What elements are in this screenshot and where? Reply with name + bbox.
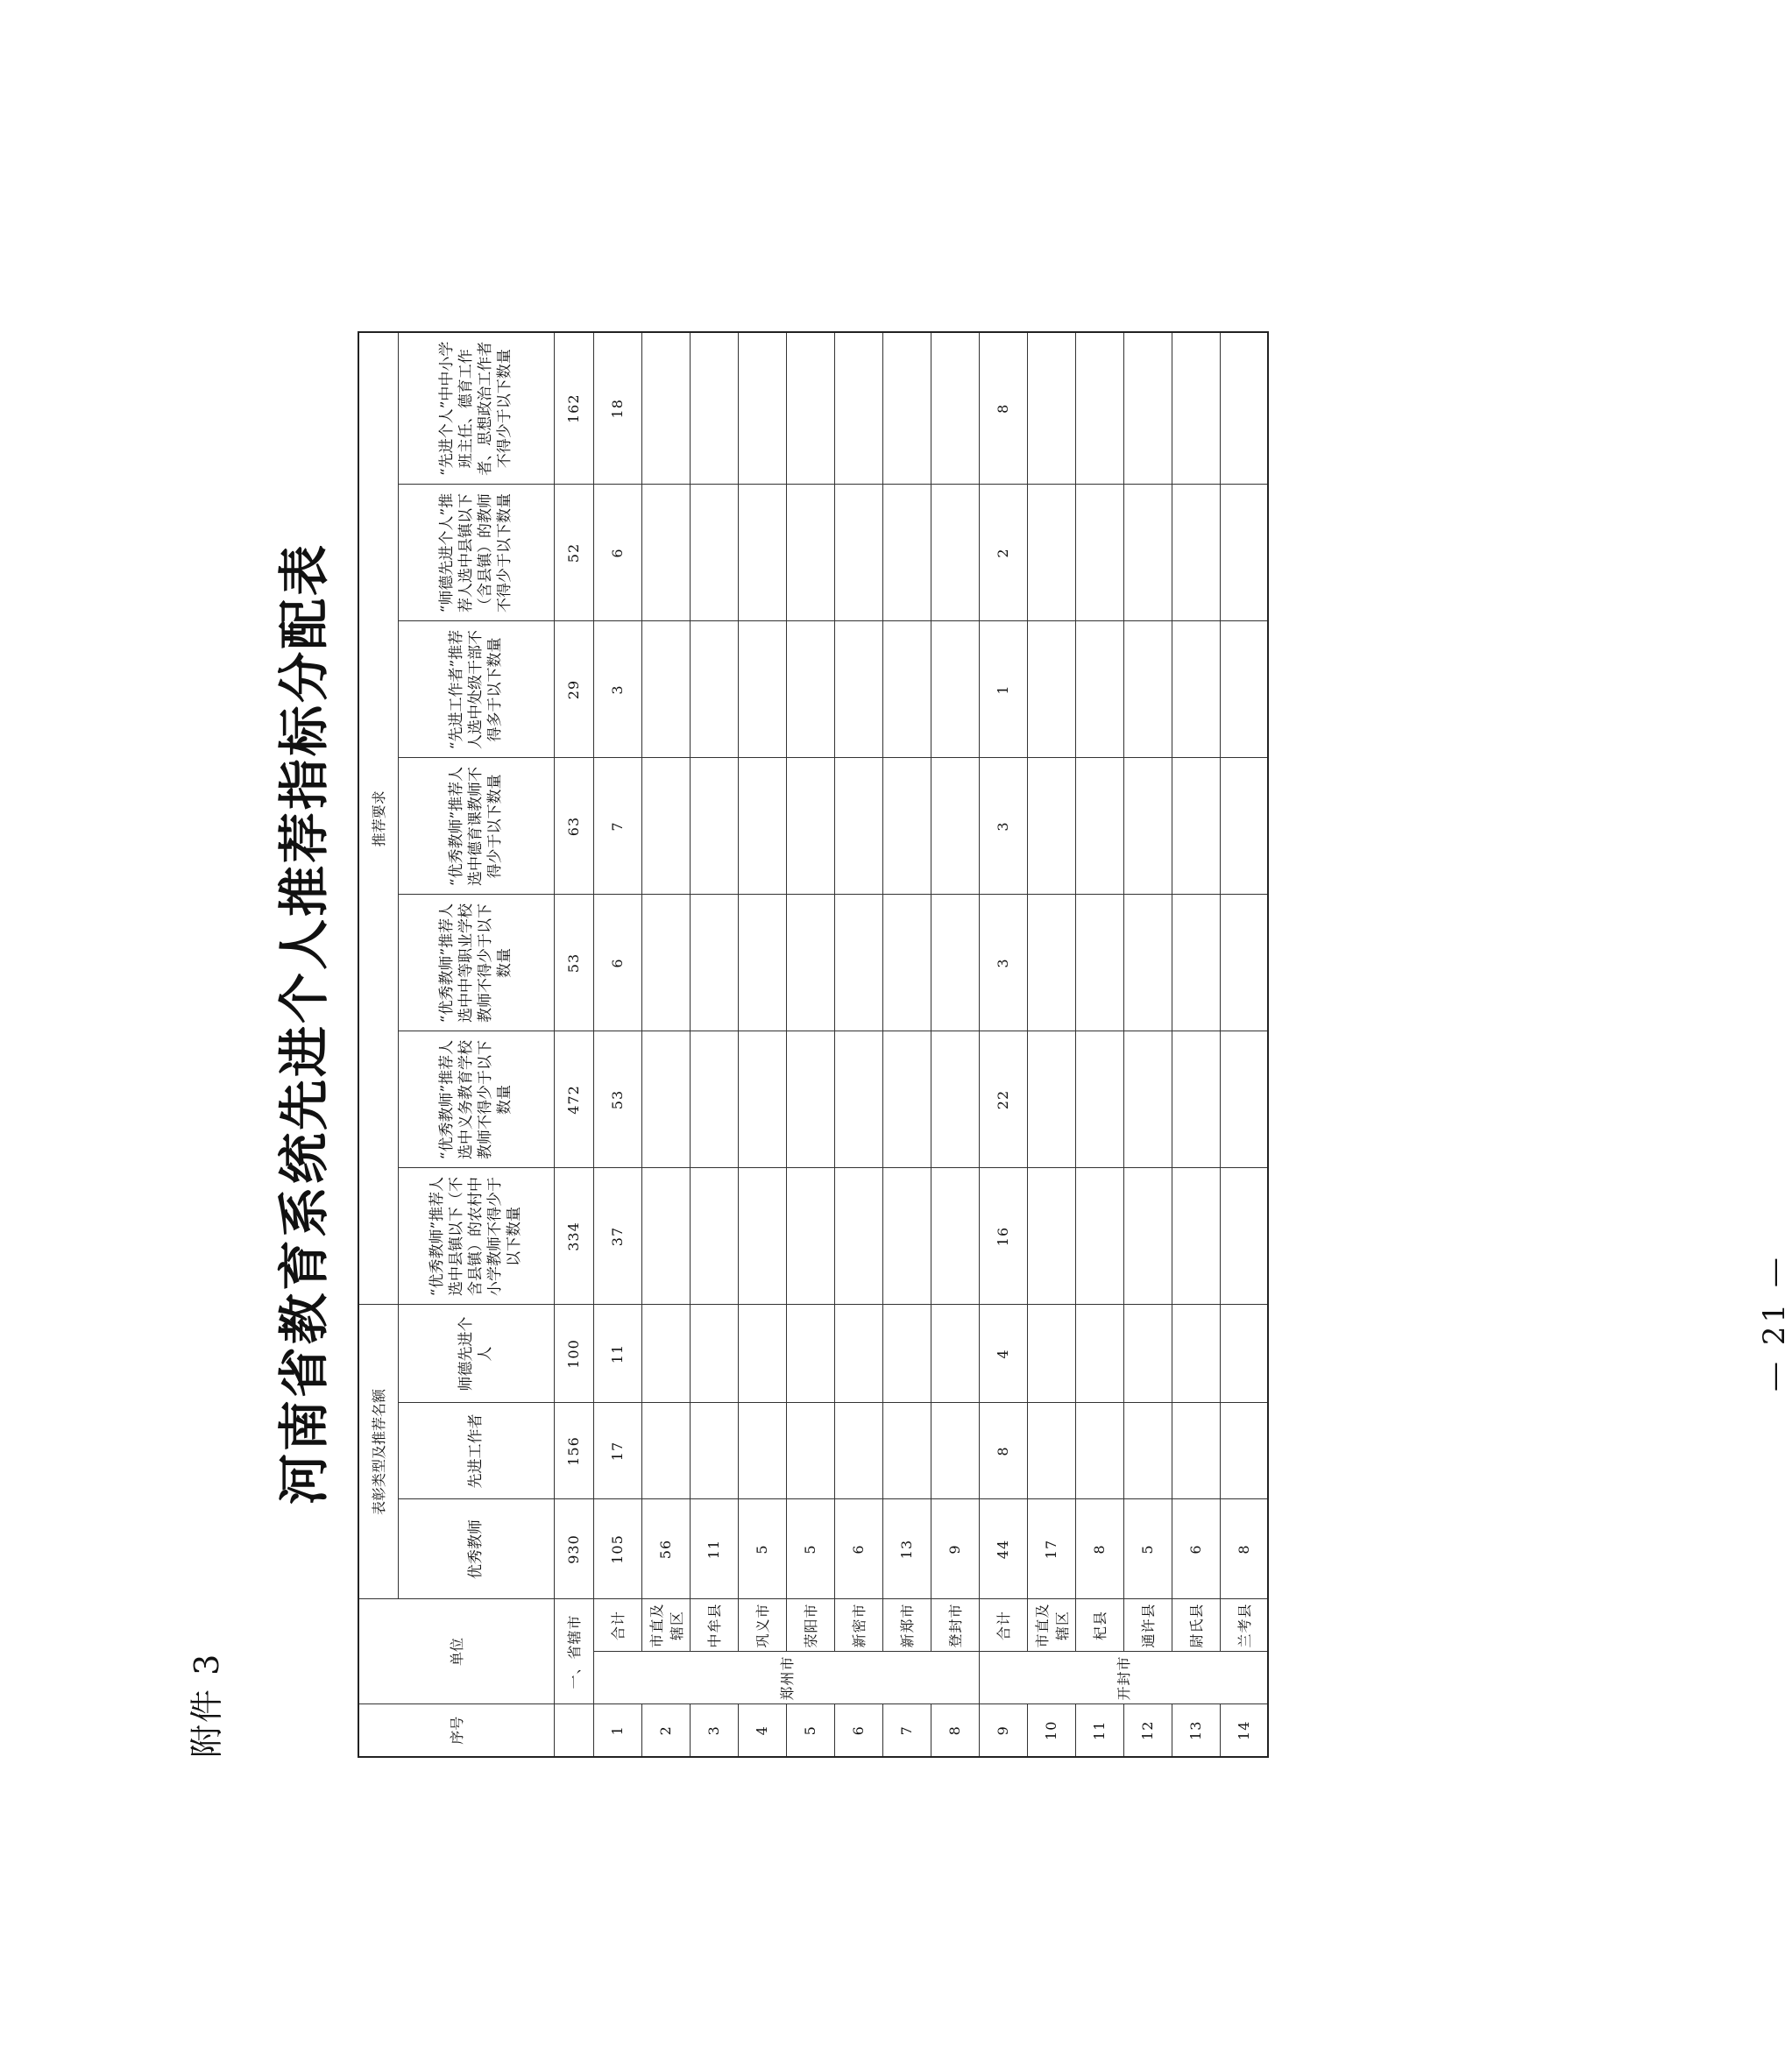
value-cell [786, 1305, 834, 1403]
city-cell: 郑州市 [593, 1652, 979, 1704]
value-cell: 100 [554, 1305, 593, 1403]
value-cell [690, 1031, 738, 1168]
value-cell: 4 [979, 1305, 1027, 1403]
value-cell [786, 485, 834, 621]
value-cell [690, 1403, 738, 1499]
value-cell [1027, 1168, 1075, 1305]
value-cell [1123, 1168, 1172, 1305]
value-cell [882, 332, 931, 485]
value-cell [1220, 332, 1268, 485]
value-cell [738, 1031, 786, 1168]
value-cell: 6 [593, 895, 641, 1031]
value-cell [931, 332, 979, 485]
value-cell [1220, 1305, 1268, 1403]
header-req-county-teacher: “师德先进个人”推荐人选中县镇以下（含县镇）的教师不得少于以下数量 [398, 485, 554, 621]
page-number: — 21 — [1757, 1254, 1792, 1392]
attachment-label: 附件 3 [188, 1652, 226, 1758]
value-cell [1123, 485, 1172, 621]
value-cell [834, 1031, 882, 1168]
value-cell [834, 1168, 882, 1305]
value-cell [1123, 758, 1172, 895]
value-cell: 44 [979, 1499, 1027, 1599]
value-cell: 5 [738, 1499, 786, 1599]
seq-cell: 12 [1123, 1704, 1172, 1757]
seq-cell: 4 [738, 1704, 786, 1757]
seq-cell: 9 [979, 1704, 1027, 1757]
header-award-group: 表彰类型及推荐名额 [358, 1305, 398, 1599]
table-row-total [554, 332, 593, 1757]
value-cell [1075, 895, 1123, 1031]
value-cell [882, 1403, 931, 1499]
unit-name-cell: 新郑市 [882, 1599, 931, 1652]
value-cell [786, 332, 834, 485]
unit-name-cell: 市直及辖区 [1027, 1599, 1075, 1652]
allocation-table [358, 331, 1269, 1758]
value-cell [931, 485, 979, 621]
value-cell [738, 1403, 786, 1499]
value-cell [1075, 758, 1123, 895]
value-cell [931, 1305, 979, 1403]
value-cell: 18 [593, 332, 641, 485]
value-cell: 5 [786, 1499, 834, 1599]
value-cell [1075, 332, 1123, 485]
value-cell: 37 [593, 1168, 641, 1305]
value-cell [1172, 1168, 1220, 1305]
header-excellent-teacher: 优秀教师 [398, 1499, 554, 1599]
value-cell [1075, 1403, 1123, 1499]
value-cell [1027, 485, 1075, 621]
table-row [1220, 332, 1268, 1757]
unit-name-cell: 新密市 [834, 1599, 882, 1652]
unit-name-cell: 通许县 [1123, 1599, 1172, 1652]
unit-name-cell: 中牟县 [690, 1599, 738, 1652]
value-cell [1172, 1031, 1220, 1168]
value-cell [1075, 1168, 1123, 1305]
value-cell: 16 [979, 1168, 1027, 1305]
seq-cell: 5 [786, 1704, 834, 1757]
value-cell [690, 485, 738, 621]
value-cell: 6 [1172, 1499, 1220, 1599]
value-cell [882, 485, 931, 621]
value-cell [1075, 485, 1123, 621]
table-row [738, 332, 786, 1757]
value-cell: 3 [593, 621, 641, 758]
value-cell [738, 1168, 786, 1305]
unit-name-cell: 尉氏县 [1172, 1599, 1220, 1652]
seq-cell: 10 [1027, 1704, 1075, 1757]
unit-name-cell: 巩义市 [738, 1599, 786, 1652]
seq-cell: 2 [641, 1704, 690, 1757]
value-cell [641, 332, 690, 485]
value-cell: 29 [554, 621, 593, 758]
value-cell [738, 895, 786, 1031]
value-cell [1075, 1031, 1123, 1168]
value-cell [1172, 758, 1220, 895]
value-cell [738, 758, 786, 895]
header-seq: 序号 [358, 1704, 554, 1757]
table-row [690, 332, 738, 1757]
value-cell: 63 [554, 758, 593, 895]
value-cell: 6 [593, 485, 641, 621]
value-cell [690, 758, 738, 895]
value-cell [1172, 895, 1220, 1031]
value-cell [641, 895, 690, 1031]
value-cell [1027, 332, 1075, 485]
header-advanced-worker: 先进工作者 [398, 1403, 554, 1499]
value-cell: 8 [979, 332, 1027, 485]
value-cell: 3 [979, 895, 1027, 1031]
value-cell [1123, 1305, 1172, 1403]
value-cell [834, 485, 882, 621]
value-cell: 930 [554, 1499, 593, 1599]
value-cell [690, 621, 738, 758]
unit-name-cell: 登封市 [931, 1599, 979, 1652]
value-cell [786, 758, 834, 895]
value-cell [786, 621, 834, 758]
seq-cell: 7 [882, 1704, 931, 1757]
table-row [593, 332, 641, 1757]
value-cell: 56 [641, 1499, 690, 1599]
value-cell: 52 [554, 485, 593, 621]
table-row [834, 332, 882, 1757]
value-cell [931, 1168, 979, 1305]
value-cell [834, 621, 882, 758]
document-title: 河南省教育系统先进个人推荐指标分配表 [274, 542, 334, 1505]
value-cell [1027, 758, 1075, 895]
unit-name-cell: 合计 [593, 1599, 641, 1652]
value-cell [1123, 1403, 1172, 1499]
value-cell [786, 895, 834, 1031]
value-cell [1123, 332, 1172, 485]
value-cell [1027, 1305, 1075, 1403]
value-cell: 11 [690, 1499, 738, 1599]
value-cell [738, 332, 786, 485]
table-row [1075, 332, 1123, 1757]
value-cell [834, 1403, 882, 1499]
value-cell: 22 [979, 1031, 1027, 1168]
value-cell [1123, 895, 1172, 1031]
value-cell [931, 758, 979, 895]
unit-name-cell: 杞县 [1075, 1599, 1123, 1652]
unit-name-cell: 兰考县 [1220, 1599, 1268, 1652]
value-cell [931, 621, 979, 758]
value-cell: 3 [979, 758, 1027, 895]
unit-name-cell: 市直及辖区 [641, 1599, 690, 1652]
value-cell [738, 485, 786, 621]
value-cell [738, 621, 786, 758]
value-cell: 2 [979, 485, 1027, 621]
value-cell [641, 1305, 690, 1403]
value-cell [1220, 1031, 1268, 1168]
value-cell: 8 [979, 1403, 1027, 1499]
header-unit: 单位 [358, 1599, 554, 1704]
value-cell [641, 1031, 690, 1168]
unit-name-cell: 合计 [979, 1599, 1027, 1652]
header-req-rural: “优秀教师”推荐人选中县镇以下（不含县镇）的农村中小学教师不得少于以下数量 [398, 1168, 554, 1305]
value-cell [690, 895, 738, 1031]
value-cell [1172, 1403, 1220, 1499]
value-cell [834, 332, 882, 485]
value-cell [786, 1403, 834, 1499]
table-row [979, 332, 1027, 1757]
value-cell [882, 621, 931, 758]
value-cell [1075, 1305, 1123, 1403]
value-cell [834, 1305, 882, 1403]
value-cell [1027, 1031, 1075, 1168]
value-cell [1220, 621, 1268, 758]
value-cell [1220, 485, 1268, 621]
value-cell [1075, 621, 1123, 758]
value-cell [931, 1403, 979, 1499]
value-cell [1220, 758, 1268, 895]
table-row [931, 332, 979, 1757]
value-cell [641, 1403, 690, 1499]
value-cell [1172, 485, 1220, 621]
value-cell: 13 [882, 1499, 931, 1599]
value-cell: 8 [1075, 1499, 1123, 1599]
table-row [1027, 332, 1075, 1757]
seq-cell [554, 1704, 593, 1757]
value-cell: 334 [554, 1168, 593, 1305]
value-cell [1123, 1031, 1172, 1168]
header-req-compulsory: “优秀教师”推荐人选中义务教育学校教师不得少于以下数量 [398, 1031, 554, 1168]
header-ethics-individual: 师德先进个人 [398, 1305, 554, 1403]
value-cell: 6 [834, 1499, 882, 1599]
value-cell [882, 758, 931, 895]
value-cell: 17 [1027, 1499, 1075, 1599]
value-cell: 53 [593, 1031, 641, 1168]
value-cell: 472 [554, 1031, 593, 1168]
table-row [1172, 332, 1220, 1757]
value-cell [1172, 621, 1220, 758]
table-row [786, 332, 834, 1757]
value-cell: 156 [554, 1403, 593, 1499]
value-cell: 162 [554, 332, 593, 485]
unit-name-cell: 荥阳市 [786, 1599, 834, 1652]
value-cell [931, 1031, 979, 1168]
value-cell [690, 1305, 738, 1403]
value-cell [1220, 1168, 1268, 1305]
value-cell [834, 758, 882, 895]
seq-cell: 1 [593, 1704, 641, 1757]
value-cell: 17 [593, 1403, 641, 1499]
value-cell [641, 485, 690, 621]
seq-cell: 14 [1220, 1704, 1268, 1757]
value-cell: 1 [979, 621, 1027, 758]
value-cell [786, 1031, 834, 1168]
value-cell [1220, 1403, 1268, 1499]
seq-cell: 8 [931, 1704, 979, 1757]
header-req-class-teacher: “先进个人”中中小学班主任、德育工作者、思想政治工作者不得少于以下数量 [398, 332, 554, 485]
value-cell [690, 1168, 738, 1305]
value-cell [931, 895, 979, 1031]
table-row [1123, 332, 1172, 1757]
value-cell [786, 1168, 834, 1305]
value-cell [738, 1305, 786, 1403]
value-cell: 8 [1220, 1499, 1268, 1599]
value-cell [882, 895, 931, 1031]
value-cell [1172, 1305, 1220, 1403]
seq-cell: 3 [690, 1704, 738, 1757]
value-cell: 9 [931, 1499, 979, 1599]
header-req-moral-education: “优秀教师”推荐人选中德育课教师不得少于以下数量 [398, 758, 554, 895]
seq-cell: 6 [834, 1704, 882, 1757]
value-cell [834, 895, 882, 1031]
header-requirements-group: 推荐要求 [358, 332, 398, 1305]
value-cell [641, 1168, 690, 1305]
value-cell [690, 332, 738, 485]
value-cell [1123, 621, 1172, 758]
value-cell [882, 1031, 931, 1168]
value-cell [1027, 1403, 1075, 1499]
value-cell: 7 [593, 758, 641, 895]
table-row [882, 332, 931, 1757]
table-row [641, 332, 690, 1757]
header-req-vocational: “优秀教师”推荐人选中中等职业学校教师不得少于以下数量 [398, 895, 554, 1031]
value-cell [1027, 621, 1075, 758]
value-cell [1172, 332, 1220, 485]
city-cell: 开封市 [979, 1652, 1268, 1704]
header-req-cadre: “先进工作者”推荐人选中处级干部不得多于以下数量 [398, 621, 554, 758]
seq-cell: 11 [1075, 1704, 1123, 1757]
value-cell: 11 [593, 1305, 641, 1403]
value-cell [882, 1305, 931, 1403]
value-cell: 53 [554, 895, 593, 1031]
value-cell: 5 [1123, 1499, 1172, 1599]
value-cell [1220, 895, 1268, 1031]
value-cell [641, 621, 690, 758]
value-cell [641, 758, 690, 895]
value-cell: 105 [593, 1499, 641, 1599]
total-label: 一、省辖市 [554, 1599, 593, 1704]
seq-cell: 13 [1172, 1704, 1220, 1757]
value-cell [882, 1168, 931, 1305]
value-cell [1027, 895, 1075, 1031]
